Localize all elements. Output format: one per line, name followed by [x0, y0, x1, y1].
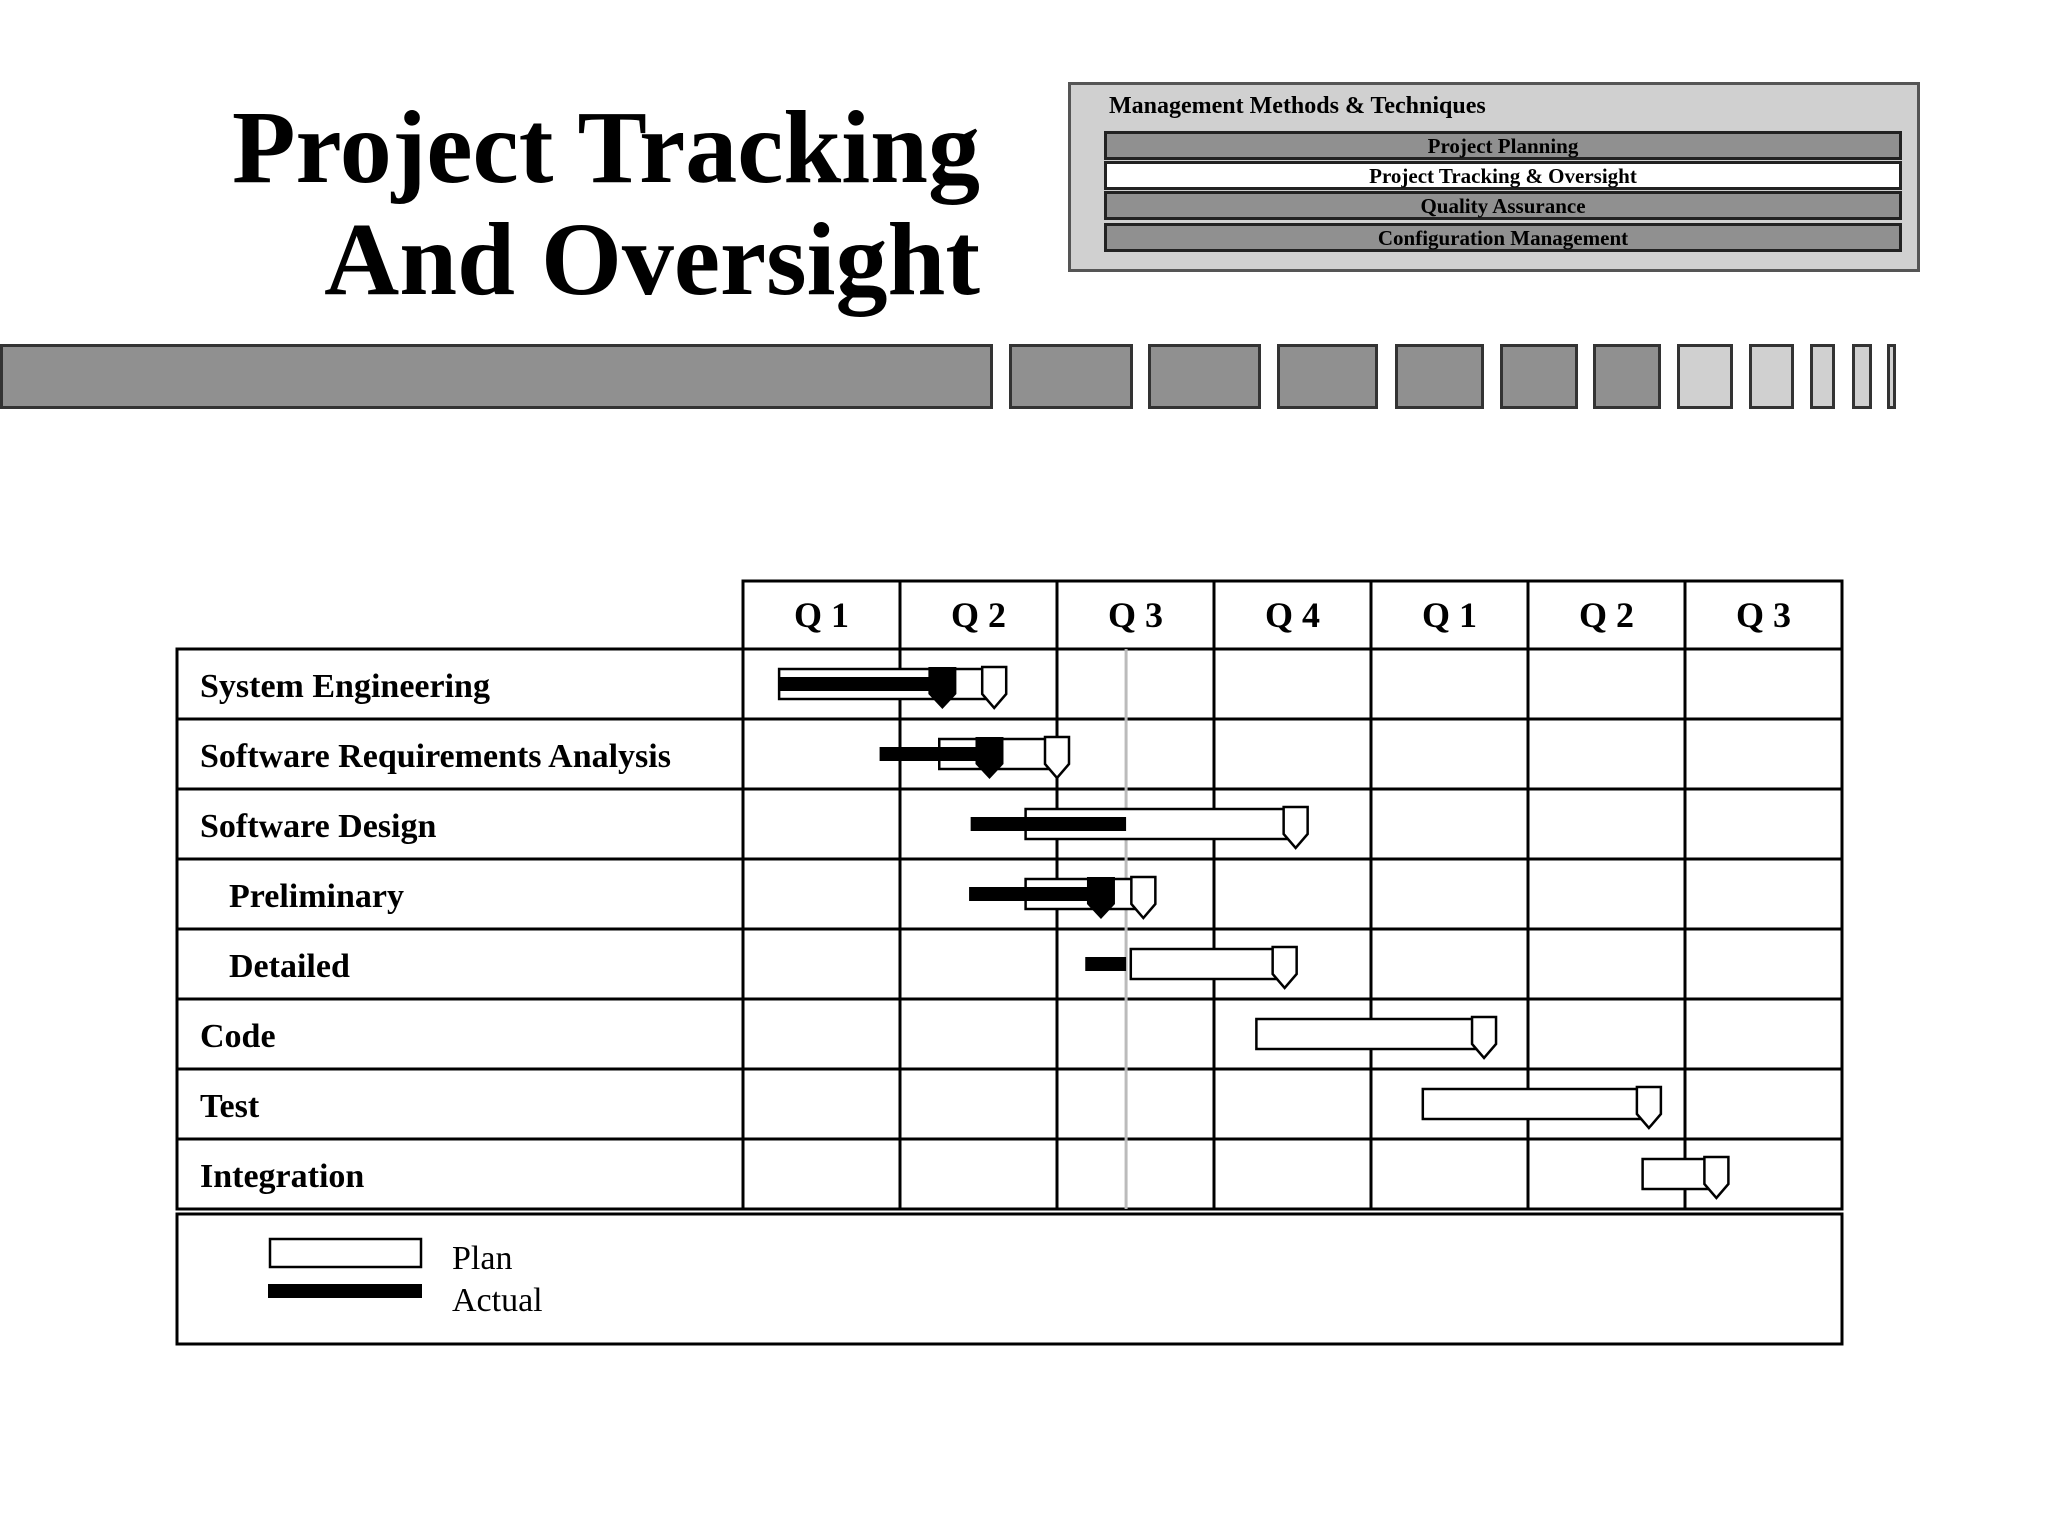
grid-cell	[1057, 1139, 1214, 1209]
legend-actual-label: Actual	[452, 1282, 543, 1319]
grid-cell	[1371, 929, 1528, 999]
task-label-cell	[177, 1069, 743, 1139]
grid-cell	[1371, 859, 1528, 929]
actual-bar	[779, 677, 942, 691]
grid-cell	[743, 859, 900, 929]
grid-cell	[1371, 789, 1528, 859]
method-item-quality-assurance: Quality Assurance	[1104, 191, 1902, 220]
grid-cell	[1528, 719, 1685, 789]
task-label: Preliminary	[229, 878, 404, 915]
grid-cell	[743, 1069, 900, 1139]
legend-box	[177, 1214, 1842, 1344]
grid-cell	[1057, 719, 1214, 789]
grid-cell	[1057, 1069, 1214, 1139]
actual-bar	[1085, 957, 1126, 971]
task-label: Test	[200, 1088, 260, 1125]
quarter-header-label: Q 3	[1107, 595, 1164, 635]
quarter-header-label: Q 2	[1578, 595, 1635, 635]
plan-bar	[1131, 949, 1285, 979]
quarter-header-label: Q 4	[1264, 595, 1321, 635]
quarter-header-label: Q 2	[950, 595, 1007, 635]
grid-cell	[1214, 1139, 1371, 1209]
task-label: Integration	[200, 1158, 365, 1195]
plan-bar	[1423, 1089, 1649, 1119]
grid-cell	[1528, 999, 1685, 1069]
grid-cell	[1528, 649, 1685, 719]
task-label: System Engineering	[200, 668, 490, 705]
grid-cell	[743, 719, 900, 789]
legend-actual-swatch	[268, 1284, 422, 1298]
grid-cell	[1685, 719, 1842, 789]
grid-cell	[743, 929, 900, 999]
grid-cell	[900, 1069, 1057, 1139]
grid-cell	[1528, 859, 1685, 929]
grid-cell	[1528, 789, 1685, 859]
grid-cell	[1685, 789, 1842, 859]
grid-cell	[1214, 719, 1371, 789]
legend-plan-label: Plan	[452, 1240, 513, 1277]
grid-cell	[1685, 859, 1842, 929]
quarter-header-label: Q 1	[1421, 595, 1478, 635]
grid-cell	[743, 999, 900, 1069]
method-item-project-planning: Project Planning	[1104, 131, 1902, 160]
grid-cell	[1214, 649, 1371, 719]
quarter-header-label: Q 3	[1735, 595, 1792, 635]
task-label: Code	[200, 1018, 276, 1055]
grid-cell	[900, 929, 1057, 999]
task-label: Detailed	[229, 948, 350, 985]
grid-cell	[1371, 1139, 1528, 1209]
method-item-configuration-management: Configuration Management	[1104, 223, 1902, 252]
task-label: Software Design	[200, 808, 437, 845]
task-label: Software Requirements Analysis	[200, 738, 671, 775]
grid-cell	[743, 789, 900, 859]
management-methods-heading: Management Methods & Techniques	[1109, 93, 1486, 119]
page-title-line-2: And Oversight	[324, 202, 980, 317]
actual-bar	[969, 887, 1101, 901]
grid-cell	[1685, 1069, 1842, 1139]
grid-cell	[900, 999, 1057, 1069]
quarter-header-label: Q 1	[793, 595, 850, 635]
grid-cell	[1528, 929, 1685, 999]
grid-cell	[743, 1139, 900, 1209]
method-item-project-tracking: Project Tracking & Oversight	[1104, 161, 1902, 190]
legend-plan-swatch	[270, 1239, 421, 1267]
grid-cell	[900, 1139, 1057, 1209]
page-title-line-1: Project Tracking	[231, 90, 980, 205]
plan-bar	[1256, 1019, 1484, 1049]
grid-cell	[1214, 1069, 1371, 1139]
grid-cell	[1057, 649, 1214, 719]
actual-bar	[971, 817, 1126, 831]
grid-cell	[1371, 649, 1528, 719]
grid-cell	[1214, 859, 1371, 929]
grid-cell	[1371, 719, 1528, 789]
actual-bar	[880, 747, 990, 761]
grid-cell	[1057, 999, 1214, 1069]
grid-cell	[1685, 929, 1842, 999]
grid-cell	[1685, 649, 1842, 719]
grid-cell	[1685, 999, 1842, 1069]
